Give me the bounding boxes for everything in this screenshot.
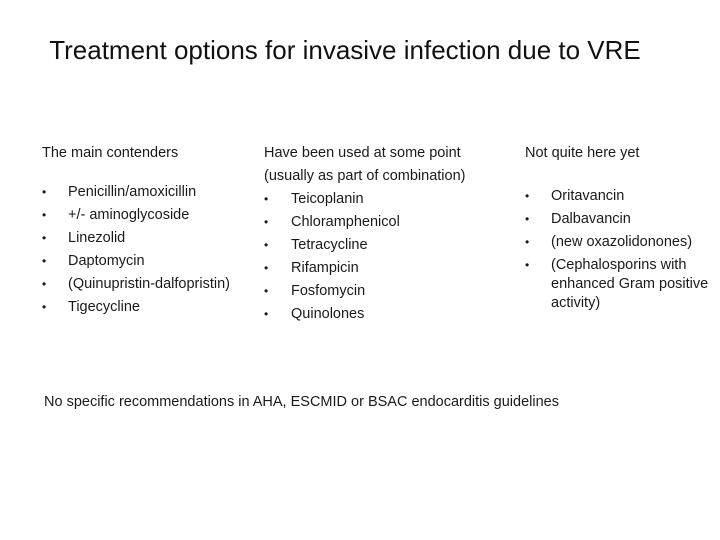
column-main-contenders (42, 142, 257, 319)
list-item (42, 204, 257, 227)
list-item-text: (new oxazolidonones) (551, 234, 693, 250)
bullet-icon: • (525, 258, 530, 272)
column-heading: The main contenders (42, 145, 179, 161)
list-item (42, 227, 257, 250)
list-item (42, 250, 257, 273)
list-item (525, 233, 720, 252)
list-item-text: Dalbavancin (551, 211, 631, 227)
bullet-icon: • (525, 212, 530, 226)
list-item-text: Quinolones (291, 306, 365, 322)
bullet-icon: • (264, 261, 269, 275)
list-item (42, 296, 257, 319)
bullet-icon: • (42, 254, 47, 268)
list-item (525, 256, 720, 313)
bullet-icon: • (264, 215, 269, 229)
list-item (264, 234, 504, 257)
list-item (264, 211, 504, 234)
list-item (525, 210, 720, 229)
bullet-icon: • (264, 238, 269, 252)
slide-title: Treatment options for invasive infection due to VRE (49, 35, 641, 65)
bullet-icon: • (525, 235, 530, 249)
list-item-text: Oritavancin (551, 188, 625, 204)
footer-note: No specific recommendations in AHA, ESCMID or BSAC endocarditis guidelines (44, 394, 559, 410)
column-used-previously (264, 142, 504, 326)
list-item-text: Chloramphenicol (291, 214, 400, 230)
bullet-list (525, 187, 720, 313)
bullet-icon: • (264, 307, 269, 321)
list-item-text: Linezolid (68, 230, 126, 246)
bullet-icon: • (525, 189, 530, 203)
list-item (525, 187, 720, 206)
bullet-icon: • (42, 208, 47, 222)
list-item (264, 280, 504, 303)
bullet-list (264, 188, 504, 326)
list-item (264, 188, 504, 211)
list-item-text: Tigecycline (68, 299, 140, 315)
list-item-text: Tetracycline (291, 237, 368, 253)
list-item (42, 273, 257, 296)
bullet-list (42, 181, 257, 319)
bullet-icon: • (42, 231, 47, 245)
list-item (264, 257, 504, 280)
list-item-text: Penicillin/amoxicillin (68, 184, 197, 200)
bullet-icon: • (264, 192, 269, 206)
list-item-text: Teicoplanin (291, 191, 364, 207)
list-item-text: Daptomycin (68, 253, 145, 269)
bullet-icon: • (264, 284, 269, 298)
column-not-yet (525, 142, 720, 317)
list-item (264, 303, 504, 326)
bullet-icon: • (42, 277, 47, 291)
bullet-icon: • (42, 185, 47, 199)
bullet-icon: • (42, 300, 47, 314)
list-item-text: Fosfomycin (291, 283, 366, 299)
list-item-text: (Quinupristin-dalfopristin) (68, 276, 230, 292)
column-heading: Have been used at some point (usually as part of combination) (264, 145, 466, 184)
list-item-text: +/- aminoglycoside (68, 207, 190, 223)
list-item (42, 181, 257, 204)
column-heading: Not quite here yet (525, 145, 640, 161)
list-item-text: Rifampicin (291, 260, 359, 276)
list-item-text: (Cephalosporins with enhanced Gram positive activity) (551, 257, 709, 311)
